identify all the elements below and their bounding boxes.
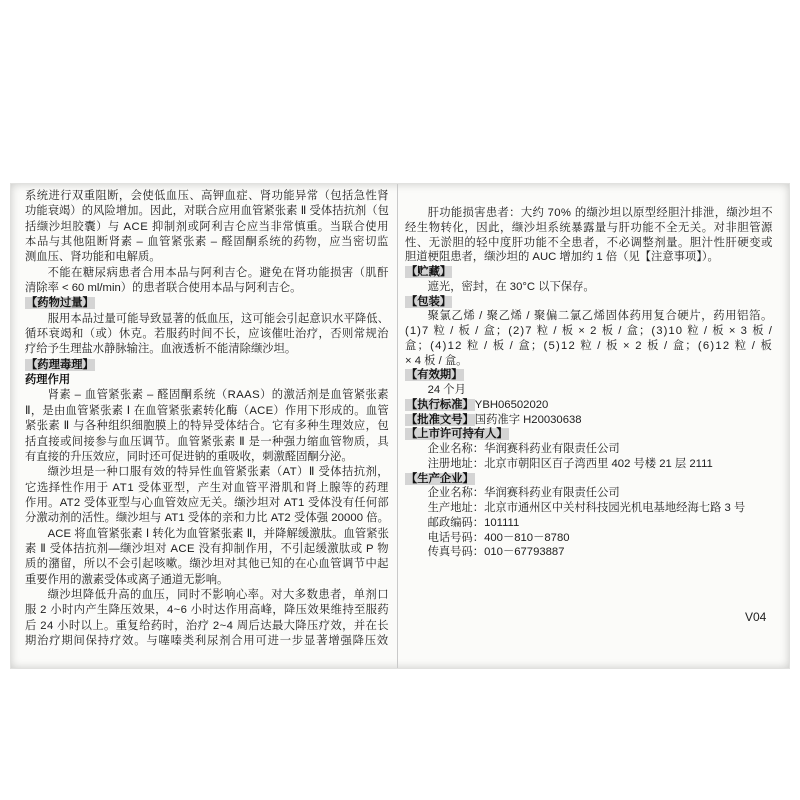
pharmacology-text-line: 有直接的升压效应，同时还可促进钠的重吸收，刺激醛固酮分泌。 xyxy=(25,450,353,463)
standard-value: YBH06502020 xyxy=(474,398,549,411)
packaging-text-line: 盒；(4)12 粒 / 板 / 盒；(5)12 粒 / 板 × 2 板 / 盒；(6)12 粒 / 板 xyxy=(405,339,774,352)
section-heading-storage xyxy=(405,265,452,280)
pharmacology-text-line: 后 24 小时以上。重复给药时，治疗 2~4 周后达最大降压疗效，并在长 xyxy=(25,619,389,632)
section-heading-mah xyxy=(405,427,509,442)
section-heading-packaging xyxy=(405,295,452,310)
manufacturer-postcode-label: 邮政编码： xyxy=(427,516,485,529)
storage-text: 遮光，密封，在 30°C 以下保存。 xyxy=(427,280,595,293)
overdose-text-line: 循环衰竭和（或）休克。若服药时间不长，应该催吐治疗，否则常规治 xyxy=(25,328,390,341)
left-column xyxy=(25,189,389,649)
pharmacology-text-line: 重要作用的激素受体或离子通道无影响。 xyxy=(25,573,229,586)
pharmacology-text-line: 括直接或间接参与血压调节。血管紧张素 Ⅱ 是一种强力缩血管物质，具 xyxy=(25,435,390,448)
manufacturer-fax-label: 传真号码： xyxy=(427,546,485,559)
intro-text-line: 系统进行双重阻断，会使低血压、高钾血症、肾功能异常（包括急性肾 xyxy=(25,190,390,202)
manufacturer-phone-label: 电话号码： xyxy=(427,531,485,544)
hepatic-text-line: 胆道梗阻患者，缬沙坦的 AUC 增加约 1 倍（见【注意事项】）。 xyxy=(405,251,719,264)
manufacturer-fax-value: 010－67793887 xyxy=(484,546,565,559)
aliskiren-text-line: 清除率 < 60 ml/min）的患者联合使用本品与阿利吉仑。 xyxy=(25,282,302,295)
approval-heading: 【批准文号】 xyxy=(406,413,474,426)
manufacturer-company-line xyxy=(428,486,620,501)
hepatic-text-line: 肝功能损害患者：大约 70% 的缬沙坦以原型经胆汁排泄，缬沙坦不 xyxy=(427,207,773,219)
mah-company-label: 企业名称： xyxy=(427,443,485,455)
validity-heading: 【有效期】 xyxy=(406,369,463,382)
overdose-heading: 【药物过量】 xyxy=(26,297,94,310)
mah-address-line xyxy=(428,457,713,472)
pharmacology-text-line: 作用。AT2 受体亚型与心血管效应无关。缬沙坦对 AT1 受体没有任何部 xyxy=(25,496,389,509)
manufacturer-address-label: 生产地址： xyxy=(427,502,485,514)
pharmacology-text-line: ACE 将血管紧张素 Ⅰ 转化为血管紧张素 Ⅱ，并降解缓激肽。血管紧张 xyxy=(47,527,389,540)
pharmacology-text-line: 肾素 – 血管紧张素 – 醛固酮系统（RAAS）的激活剂是血管紧张素 xyxy=(47,389,389,402)
standard-line xyxy=(405,398,548,413)
pharmacology-text-line: Ⅱ，是由血管紧张素 Ⅰ 在血管紧张素转化酶（ACE）作用下形成的。血管 xyxy=(25,404,389,417)
pharmacology-text-line: 缬沙坦降低升高的血压，同时不影响心率。对大多数患者，单剂口 xyxy=(47,588,389,601)
storage-heading: 【贮藏】 xyxy=(406,266,452,278)
hepatic-text-line: 性、无淤胆的轻中度肝功能不全患者，不必调整剂量。胆汁性肝硬变或 xyxy=(405,236,774,249)
pharmacology-text-line: 分激动剂的活性。缬沙坦与 AT1 受体的亲和力比 AT2 受体强 20000 倍。 xyxy=(25,512,390,525)
packaging-text-line: (1)7 粒 / 板 / 盒；(2)7 粒 / 板 × 2 板 / 盒；(3)10 粒 / 板 × 3 板 / xyxy=(405,325,773,337)
standard-heading: 【执行标准】 xyxy=(406,398,474,411)
pharmacology-heading: 【药理毒理】 xyxy=(26,358,94,371)
pharmacology-text-line: 缬沙坦是一种口服有效的特异性血管紧张素（AT）Ⅱ 受体拮抗剂， xyxy=(47,466,389,479)
overdose-text-line: 疗给予生理盐水静脉输注。血液透析不能清除缬沙坦。 xyxy=(25,343,297,356)
manufacturer-company-value: 华润赛科药业有限责任公司 xyxy=(484,487,620,500)
mah-company-line xyxy=(428,442,620,457)
mah-address-label: 注册地址： xyxy=(427,457,485,470)
pharmacology-subheading: 药理作用 xyxy=(25,374,71,387)
pharmacology-text-line: 期治疗期间保持疗效。与噻嗪类利尿剂合用可进一步显著增强降压效 xyxy=(25,634,389,647)
pharmacology-text-line: 质的潴留，所以不会引起咳嗽。缬沙坦对其他已知的在心血管调节中起 xyxy=(25,558,390,571)
mah-address-value: 北京市朝阳区百子湾西里 402 号楼 21 层 2111 xyxy=(484,457,713,470)
pharmacology-text-line: 服 2 小时内产生降压效果，4~6 小时达作用高峰，降压效果维持至服药 xyxy=(25,604,389,617)
aliskiren-text-line: 不能在糖尿病患者合用本品与阿利吉仑。避免在肾功能损害（肌酐 xyxy=(47,266,389,279)
version-code: V04 xyxy=(745,610,767,624)
section-heading-validity xyxy=(405,368,464,383)
section-heading-pharmacology xyxy=(25,358,95,373)
right-column xyxy=(405,206,773,560)
manufacturer-phone-line xyxy=(428,531,570,546)
packaging-text-line: 聚氯乙烯 / 聚乙烯 / 聚偏二氯乙烯固体药用复合硬片，药用铝箔。 xyxy=(427,310,773,323)
intro-text-line: 功能衰竭）的风险增加。因此，对联合应用血管紧张素 Ⅱ 受体拮抗剂（包 xyxy=(25,205,389,218)
pharmacology-text-line: 它选择性作用于 AT1 受体亚型，产生对血管平滑肌和肾上腺等的药理 xyxy=(25,481,389,494)
overdose-text-line: 服用本品过量可能导致显著的低血压，这可能会引起意识水平降低、 xyxy=(47,312,389,325)
column-divider xyxy=(397,184,398,668)
manufacturer-address-line xyxy=(428,501,746,516)
mah-company-value: 华润赛科药业有限责任公司 xyxy=(484,443,620,455)
section-heading-manufacturer xyxy=(405,472,475,487)
mah-heading: 【上市许可持有人】 xyxy=(406,428,508,441)
packaging-text-line: × 4 板 / 盒。 xyxy=(405,354,468,367)
packaging-heading: 【包装】 xyxy=(406,295,452,308)
intro-text-line: 括缬沙坦胶囊）与 ACE 抑制剂或阿利吉仑应当非常慎重。当联合使用 xyxy=(25,220,390,233)
validity-value: 24 个月 xyxy=(427,384,466,396)
section-heading-overdose xyxy=(25,296,95,311)
manufacturer-heading: 【生产企业】 xyxy=(406,472,474,485)
pharmacology-text-line: 素 Ⅱ 受体拮抗剂—缬沙坦对 ACE 没有抑制作用，不引起缓激肽或 P 物 xyxy=(25,542,389,555)
approval-value: 国药准字 H20030638 xyxy=(474,413,582,426)
pharmacology-text-line: 紧张素 Ⅱ 与各种组织细胞膜上的特异受体结合。它有多种生理效应，包 xyxy=(25,420,390,433)
hepatic-text-line: 经生物转化，因此，缬沙坦系统暴露量与肝功能不全无关。对非胆管源 xyxy=(405,221,774,234)
manufacturer-postcode-line xyxy=(428,516,520,531)
approval-line xyxy=(405,413,582,428)
manufacturer-company-label: 企业名称： xyxy=(427,487,485,500)
intro-text-line: 本品与其他阻断肾素 – 血管紧张素 – 醛固酮系统的药物，应当密切监 xyxy=(25,236,390,249)
manufacturer-address-value: 北京市通州区中关村科技园光机电基地经海七路 3 号 xyxy=(484,502,746,514)
manufacturer-postcode-value: 101111 xyxy=(484,516,520,529)
manufacturer-fax-line xyxy=(428,545,565,560)
intro-text-line: 测血压、肾功能和电解质。 xyxy=(25,251,161,264)
manufacturer-phone-value: 400－810－8780 xyxy=(484,531,570,544)
